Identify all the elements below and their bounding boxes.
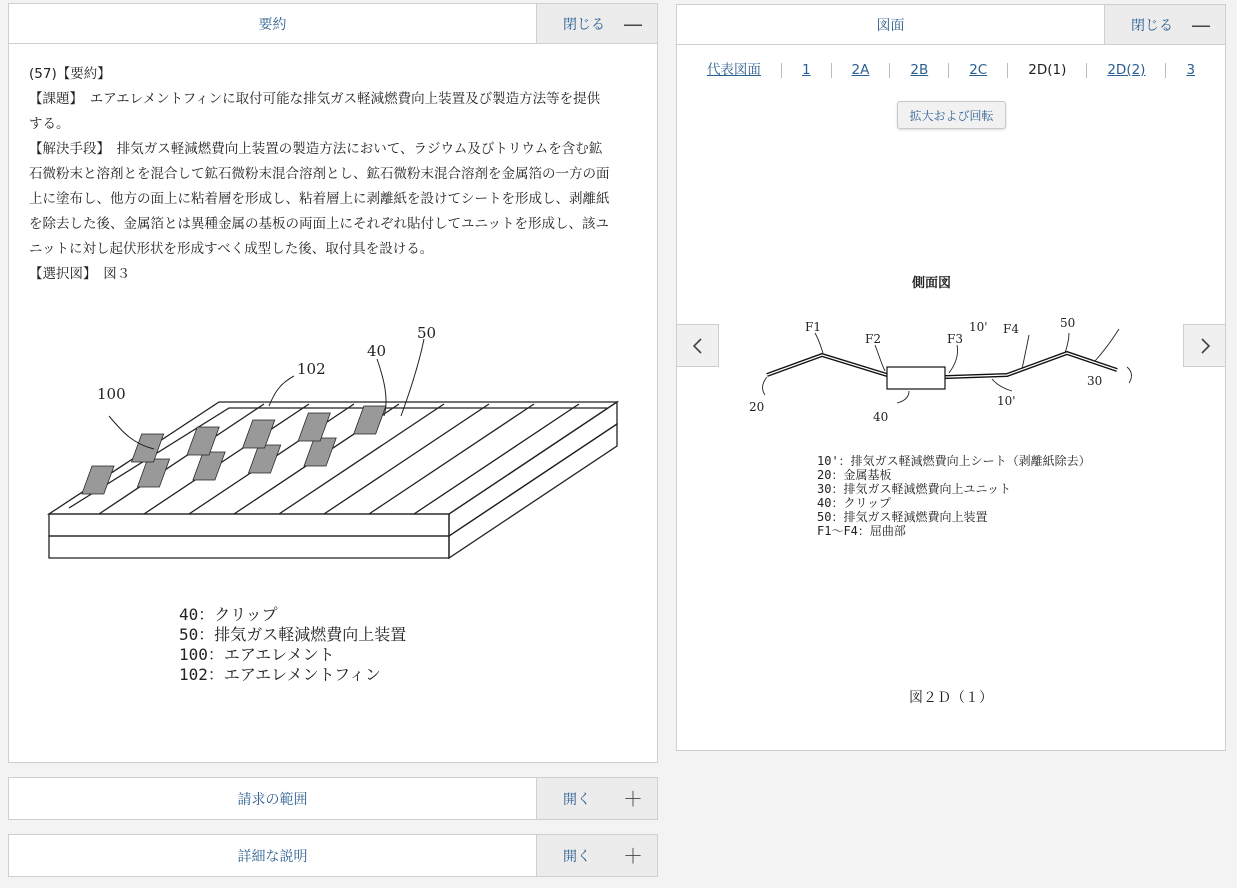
ref-label: F3	[947, 332, 963, 346]
abstract-line: 上に塗布し、他方の面上に粘着層を形成し、粘着層上に剥離紙を設けてシートを形成し、剥離紙	[29, 191, 610, 207]
ref-label: F2	[865, 332, 881, 346]
details-open-label: 開く	[563, 848, 591, 865]
ref-label: 50	[417, 324, 437, 342]
abstract-line: 【課題】 エアエレメントフィンに取付可能な排気ガス軽減燃費向上装置及び製造方法等を提供	[29, 91, 601, 107]
tab-fig-2a[interactable]: 2A	[832, 63, 891, 78]
abstract-line: ニットに対し起伏形状を形成すべく成型した後、取付具を設ける。	[29, 241, 434, 257]
abstract-title: 要約	[258, 16, 287, 33]
tab-fig-2b[interactable]: 2B	[890, 63, 949, 78]
details-header	[9, 835, 657, 876]
figure-legend-line: 30：排気ガス軽減燃費向上ユニット	[817, 482, 1011, 496]
side-view-drawing	[737, 265, 1157, 565]
ref-label: 100	[97, 385, 126, 403]
drawing-figure	[737, 265, 1157, 565]
chevron-left-icon	[691, 337, 705, 355]
ref-label: 40	[873, 410, 889, 424]
figure-legend-line: 20：金属基板	[817, 468, 892, 482]
ref-label: 102	[297, 360, 326, 378]
figure-legend-line: 102：エアエレメントフィン	[179, 665, 381, 684]
ref-label: 20	[749, 400, 765, 414]
claims-open-button[interactable]	[536, 778, 657, 819]
details-title[interactable]: 詳細な説明	[237, 848, 308, 865]
drawing-tabs	[677, 63, 1225, 78]
claims-header	[9, 778, 657, 819]
previous-figure-button[interactable]	[676, 324, 719, 367]
details-open-button[interactable]	[536, 835, 657, 876]
next-figure-button[interactable]	[1183, 324, 1226, 367]
ref-label: 30	[1087, 374, 1103, 388]
figure-legend-line: 40：クリップ	[179, 605, 278, 624]
plus-icon: ＋	[623, 786, 643, 811]
abstract-line: 【選択図】 図３	[29, 266, 131, 282]
tab-fig-3[interactable]: 3	[1186, 62, 1196, 78]
plus-icon: ＋	[623, 843, 643, 868]
abstract-line: (57)【要約】	[29, 66, 111, 82]
drawings-header	[677, 5, 1225, 45]
minus-icon: —	[1191, 12, 1211, 37]
figure-legend-line: 40：クリップ	[817, 496, 891, 510]
figure-caption: 図２Ｄ（１）	[909, 690, 993, 706]
tab-representative[interactable]: 代表図面	[687, 63, 782, 78]
abstract-line: 【解決手段】 排気ガス軽減燃費向上装置の製造方法において、ラジウム及びトリウムを含む鉱	[29, 141, 603, 157]
tab-fig-2d-1: 2D(1)	[1008, 63, 1087, 78]
abstract-line: 石微粉末と溶剤とを混合して鉱石微粉末混合溶剤とし、鉱石微粉末混合溶剤を金属箔の一方の面	[29, 166, 610, 182]
figure-legend-line: F1～F4：屈曲部	[817, 524, 906, 538]
tab-fig-2c[interactable]: 2C	[949, 63, 1008, 78]
chevron-right-icon	[1198, 337, 1212, 355]
figure-legend-line: 50：排気ガス軽減燃費向上装置	[817, 510, 988, 524]
ref-label: F1	[805, 320, 821, 334]
ref-label: F4	[1003, 322, 1019, 336]
abstract-line: する。	[29, 116, 70, 132]
drawings-close-label: 閉じる	[1131, 17, 1173, 34]
ref-label: 50	[1060, 316, 1076, 330]
tab-fig-2d-2[interactable]: 2D(2)	[1087, 63, 1166, 78]
air-element-drawing	[39, 304, 639, 704]
abstract-figure	[39, 304, 639, 704]
claims-open-label: 開く	[563, 791, 591, 808]
ref-label: 40	[367, 342, 387, 360]
drawings-close-button[interactable]	[1104, 5, 1225, 44]
minus-icon: —	[623, 11, 643, 36]
abstract-close-button[interactable]	[536, 4, 657, 43]
drawings-panel	[676, 4, 1226, 751]
claims-panel	[8, 777, 658, 820]
abstract-close-label: 閉じる	[563, 16, 605, 33]
zoom-rotate-button[interactable]: 拡大および回転	[897, 101, 1006, 129]
drawings-title: 図面	[876, 17, 905, 34]
claims-title[interactable]: 請求の範囲	[237, 791, 308, 808]
abstract-text	[9, 44, 657, 287]
abstract-panel	[8, 3, 658, 763]
ref-label: 10'	[997, 394, 1016, 408]
figure-heading: 側面図	[912, 276, 952, 291]
abstract-header	[9, 4, 657, 44]
details-panel	[8, 834, 658, 877]
figure-legend-line: 50：排気ガス軽減燃費向上装置	[179, 625, 407, 644]
ref-label: 10'	[969, 320, 988, 334]
figure-legend-line: 100：エアエレメント	[179, 645, 335, 664]
tab-fig-1[interactable]: 1	[782, 63, 832, 78]
abstract-line: を除去した後、金属箔とは異種金属の基板の両面上にそれぞれ貼付してユニットを形成し、該ユ	[29, 216, 609, 232]
figure-legend-line: 10'：排気ガス軽減燃費向上シート（剥離紙除去）	[817, 454, 1091, 468]
